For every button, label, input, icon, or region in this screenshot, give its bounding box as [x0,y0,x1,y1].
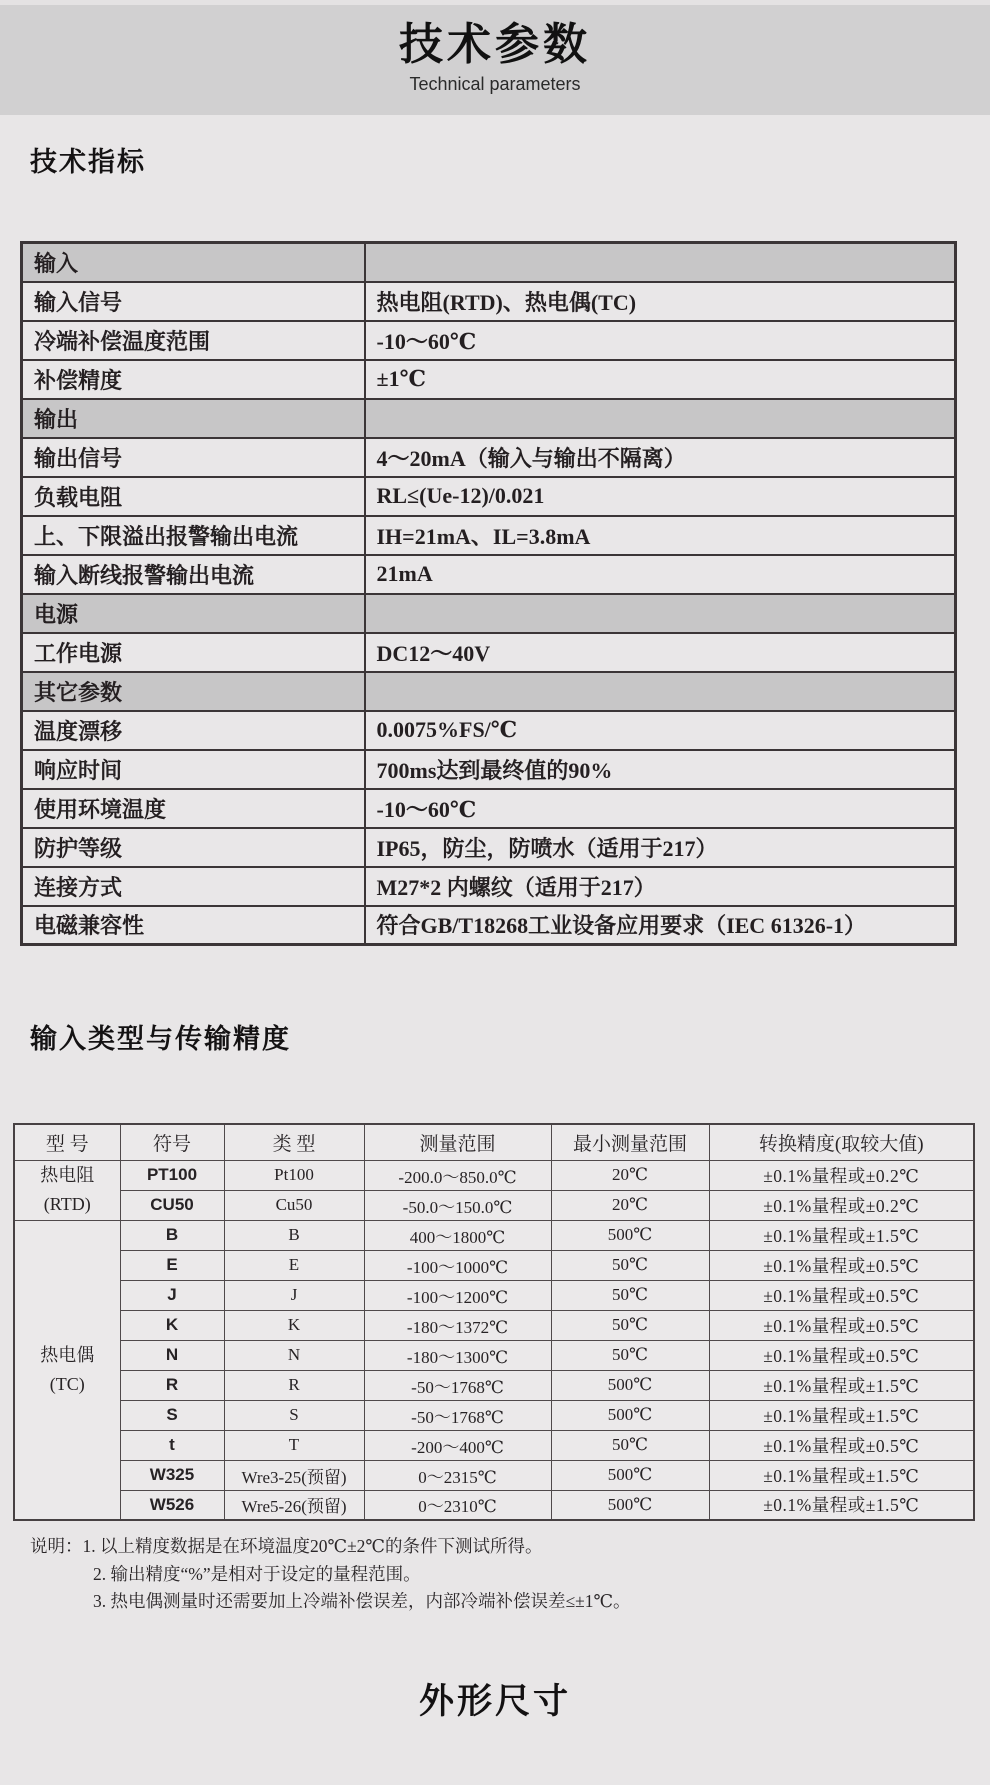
io-accuracy-cell: ±0.1%量程或±0.2℃ [709,1190,974,1220]
spec-label: 输出信号 [22,438,365,477]
spec-value: IP65，防尘，防喷水（适用于217） [365,828,956,867]
io-symbol-cell: J [120,1280,224,1310]
io-minrange-cell: 500℃ [551,1460,709,1490]
io-symbol-cell: CU50 [120,1190,224,1220]
spec-value: M27*2 内螺纹（适用于217） [365,867,956,906]
io-minrange-cell: 50℃ [551,1340,709,1370]
io-data-row [14,1430,974,1460]
spec-item-row [22,555,956,594]
spec-section-row [22,672,956,711]
spec-item-row [22,360,956,399]
page-banner [0,0,990,115]
io-minrange-cell: 500℃ [551,1370,709,1400]
io-accuracy-cell: ±0.1%量程或±0.5℃ [709,1430,974,1460]
spec-label: 使用环境温度 [22,789,365,828]
io-accuracy-cell: ±0.1%量程或±1.5℃ [709,1220,974,1250]
spec-value: 符合GB/T18268工业设备应用要求（IEC 61326-1） [365,906,956,945]
spec-label: 电磁兼容性 [22,906,365,945]
io-data-row [14,1370,974,1400]
spec-value [365,399,956,438]
spec-label: 输入信号 [22,282,365,321]
io-data-row [14,1400,974,1430]
io-data-row [14,1460,974,1490]
io-data-row [14,1340,974,1370]
io-range-cell: -200～400℃ [364,1430,551,1460]
specs-section-heading: 技术指标 [30,147,146,177]
io-accuracy-cell: ±0.1%量程或±0.5℃ [709,1340,974,1370]
spec-value: 0.0075%FS/℃ [365,711,956,750]
io-accuracy-cell: ±0.1%量程或±1.5℃ [709,1460,974,1490]
io-symbol-cell: K [120,1310,224,1340]
io-range-cell: -180～1372℃ [364,1310,551,1340]
io-type-cell: Wre3-25(预留) [224,1460,364,1490]
spec-label: 输出 [22,399,365,438]
io-range-cell: -100～1200℃ [364,1280,551,1310]
spec-item-row [22,828,956,867]
io-symbol-cell: PT100 [120,1160,224,1190]
io-accuracy-cell: ±0.1%量程或±1.5℃ [709,1400,974,1430]
spec-label: 防护等级 [22,828,365,867]
spec-table [20,241,957,946]
spec-label: 其它参数 [22,672,365,711]
spec-label: 温度漂移 [22,711,365,750]
io-minrange-cell: 50℃ [551,1280,709,1310]
spec-value: 700ms达到最终值的90% [365,750,956,789]
io-model-name: 热电偶 [40,1344,95,1365]
page-title: 技术参数 [399,20,591,69]
io-accuracy-cell: ±0.1%量程或±0.5℃ [709,1310,974,1340]
io-header-cell: 类 型 [224,1124,364,1160]
io-type-cell: Wre5-26(预留) [224,1490,364,1520]
io-minrange-cell: 50℃ [551,1430,709,1460]
io-minrange-cell: 20℃ [551,1160,709,1190]
spec-label: 补偿精度 [22,360,365,399]
io-type-cell: K [224,1310,364,1340]
io-type-cell: N [224,1340,364,1370]
note-line: 说明：1. 以上精度数据是在环境温度20℃±2℃的条件下测试所得。 [30,1536,543,1556]
spec-value: -10～60℃ [365,321,956,360]
spec-label: 冷端补偿温度范围 [22,321,365,360]
spec-value [365,243,956,282]
io-model-sub: (TC) [49,1373,85,1394]
spec-label: 响应时间 [22,750,365,789]
spec-item-row [22,438,956,477]
spec-item-row [22,789,956,828]
io-range-cell: -50.0～150.0℃ [364,1190,551,1220]
io-minrange-cell: 500℃ [551,1400,709,1430]
spec-value: 热电阻(RTD)、热电偶(TC) [365,282,956,321]
spec-item-row [22,633,956,672]
spec-item-row [22,321,956,360]
spec-value [365,672,956,711]
io-data-row [14,1280,974,1310]
io-type-cell: T [224,1430,364,1460]
io-accuracy-cell: ±0.1%量程或±1.5℃ [709,1370,974,1400]
io-type-cell: S [224,1400,364,1430]
io-data-row [14,1190,974,1220]
io-symbol-cell: W526 [120,1490,224,1520]
io-accuracy-table [13,1123,975,1521]
spec-value: ±1℃ [365,360,956,399]
io-minrange-cell: 50℃ [551,1310,709,1340]
spec-value: IH=21mA、IL=3.8mA [365,516,956,555]
spec-item-row [22,516,956,555]
spec-value: RL≤(Ue-12)/0.021 [365,477,956,516]
io-section-heading: 输入类型与传输精度 [30,1024,291,1054]
spec-value: DC12～40V [365,633,956,672]
notes-label: 说明： [30,1536,83,1556]
spec-value: 4～20mA（输入与输出不隔离） [365,438,956,477]
spec-section-row [22,594,956,633]
io-type-cell: B [224,1220,364,1250]
io-minrange-cell: 500℃ [551,1220,709,1250]
io-data-row [14,1220,974,1250]
notes-block [30,1533,990,1616]
io-range-cell: -180～1300℃ [364,1340,551,1370]
spec-section-row [22,243,956,282]
spec-item-row [22,477,956,516]
io-accuracy-cell: ±0.1%量程或±1.5℃ [709,1490,974,1520]
io-model-cell [14,1220,120,1520]
io-range-cell: 400～1800℃ [364,1220,551,1250]
io-symbol-cell: N [120,1340,224,1370]
io-symbol-cell: R [120,1370,224,1400]
io-minrange-cell: 50℃ [551,1250,709,1280]
spec-item-row [22,906,956,945]
io-type-cell: E [224,1250,364,1280]
io-type-cell: Pt100 [224,1160,364,1190]
spec-item-row [22,750,956,789]
spec-label: 负载电阻 [22,477,365,516]
io-minrange-cell: 20℃ [551,1190,709,1220]
io-range-cell: 0～2315℃ [364,1460,551,1490]
spec-label: 输入断线报警输出电流 [22,555,365,594]
note-line: 2. 输出精度“%”是相对于设定的量程范围。 [93,1563,421,1584]
io-model-name: 热电阻 [40,1165,95,1185]
spec-section-row [22,399,956,438]
io-range-cell: -50～1768℃ [364,1370,551,1400]
note-line: 3. 热电偶测量时还需要加上冷端补偿误差，内部冷端补偿误差≤±1℃。 [93,1591,631,1611]
io-symbol-cell: B [120,1220,224,1250]
io-accuracy-cell: ±0.1%量程或±0.5℃ [709,1280,974,1310]
spec-label: 连接方式 [22,867,365,906]
spec-value: -10～60℃ [365,789,956,828]
io-model-sub: (RTD) [43,1194,91,1214]
io-range-cell: -50～1768℃ [364,1400,551,1430]
spec-label: 电源 [22,594,365,633]
io-symbol-cell: E [120,1250,224,1280]
spec-label: 输入 [22,243,365,282]
spec-item-row [22,867,956,906]
io-header-cell: 转换精度(取较大值) [709,1124,974,1160]
io-data-row [14,1490,974,1520]
io-range-cell: 0～2310℃ [364,1490,551,1520]
io-header-cell: 符号 [120,1124,224,1160]
io-header-cell: 最小测量范围 [551,1124,709,1160]
io-data-row [14,1310,974,1340]
dimensions-section-heading: 外形尺寸 [418,1681,571,1721]
io-data-row [14,1160,974,1190]
io-range-cell: -200.0～850.0℃ [364,1160,551,1190]
page-subtitle: Technical parameters [409,74,581,94]
io-type-cell: Cu50 [224,1190,364,1220]
spec-label: 工作电源 [22,633,365,672]
io-accuracy-cell: ±0.1%量程或±0.2℃ [709,1160,974,1190]
io-header-row [14,1124,974,1160]
spec-item-row [22,282,956,321]
io-symbol-cell: W325 [120,1460,224,1490]
io-symbol-cell: S [120,1400,224,1430]
spec-label: 上、下限溢出报警输出电流 [22,516,365,555]
io-type-cell: J [224,1280,364,1310]
spec-value: 21mA [365,555,956,594]
io-accuracy-cell: ±0.1%量程或±0.5℃ [709,1250,974,1280]
io-type-cell: R [224,1370,364,1400]
spec-item-row [22,711,956,750]
io-minrange-cell: 500℃ [551,1490,709,1520]
io-model-cell [14,1160,120,1220]
io-data-row [14,1250,974,1280]
io-header-cell: 测量范围 [364,1124,551,1160]
io-range-cell: -100～1000℃ [364,1250,551,1280]
spec-value [365,594,956,633]
io-symbol-cell: t [120,1430,224,1460]
io-header-cell: 型 号 [14,1124,120,1160]
